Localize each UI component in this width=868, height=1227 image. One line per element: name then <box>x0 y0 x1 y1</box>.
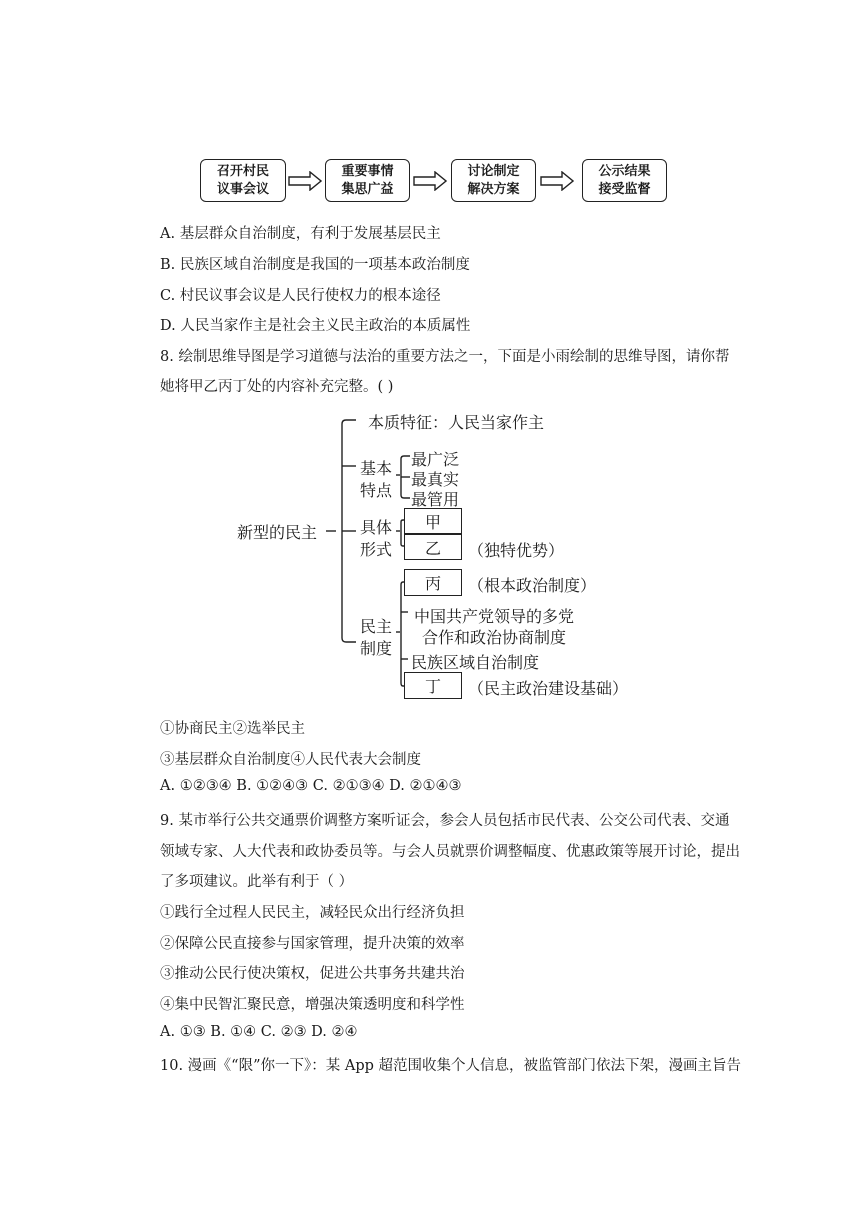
mind-map-bing-note: （根本政治制度） <box>468 576 597 595</box>
flow-box-4-line2: 接受监督 <box>598 181 651 197</box>
q9-item-3: ③推动公民行使决策权，促进公共事务共建共治 <box>160 966 465 982</box>
mind-map-box-jia: 甲 <box>404 508 462 534</box>
q8-stem-line1: 8. 绘制思维导图是学习道德与法治的重要方法之一，下面是小雨绘制的思维导图，请你帮 <box>160 349 730 365</box>
mind-map-root: 新型的民主 <box>237 523 318 542</box>
mind-map-box-ding: 丁 <box>404 672 462 699</box>
q9-item-1: ①践行全过程人民民主，减轻民众出行经济负担 <box>160 905 465 921</box>
mind-map-ding-note: （民主政治建设基础） <box>468 679 629 698</box>
mind-map-box-bing: 丙 <box>404 569 462 596</box>
mind-map-feature-3: 最管用 <box>411 490 460 509</box>
mind-map-essence: 本质特征：人民当家作主 <box>368 413 545 432</box>
flow-box-2-line1: 重要事情 <box>341 163 394 179</box>
flow-box-3-line1: 讨论制定 <box>467 163 520 179</box>
mind-map-party-line1: 中国共产党领导的多党 <box>414 607 575 626</box>
mind-map-feature-1: 最广泛 <box>411 450 460 469</box>
mind-map-forms-label-1: 具体 <box>360 518 393 537</box>
mind-map-party-line2: 合作和政治协商制度 <box>422 628 567 647</box>
mind-map-ethnic: 民族区域自治制度 <box>411 653 540 672</box>
q8-options: A. ①②③④ B. ①②④③ C. ②①③④ D. ②①④③ <box>160 778 462 794</box>
q8-items-line2: ③基层群众自治制度④人民代表大会制度 <box>160 752 421 768</box>
q9-item-2: ②保障公民直接参与国家管理，提升决策的效率 <box>160 936 465 952</box>
mind-map-systems-label-2: 制度 <box>360 639 393 658</box>
q9-item-4: ④集中民智汇聚民意，增强决策透明度和科学性 <box>160 997 465 1013</box>
q9-stem-line3: 了多项建议。此举有利于（ ） <box>160 874 354 890</box>
flow-box-1-line2: 议事会议 <box>216 181 269 197</box>
flow-box-1-line1: 召开村民 <box>216 163 269 179</box>
mind-map-systems-label-1: 民主 <box>360 617 393 636</box>
flow-box-3-line2: 解决方案 <box>467 181 520 197</box>
q8-stem-line2: 她将甲乙丙丁处的内容补充完整。( ) <box>160 379 394 395</box>
q7-option-b: B. 民族区域自治制度是我国的一项基本政治制度 <box>160 257 470 273</box>
mind-map-features-label-1: 基本 <box>360 459 393 478</box>
mind-map-yi-note: （独特优势） <box>468 541 565 560</box>
mind-map-forms-label-2: 形式 <box>360 540 393 559</box>
flow-box-4-line1: 公示结果 <box>598 163 651 179</box>
q10-stem-line1: 10. 漫画《“限”你一下》：某 App 超范围收集个人信息，被监管部门依法下架，漫画主旨告 <box>160 1058 741 1074</box>
mind-map-features-label-2: 特点 <box>360 481 393 500</box>
flow-box-2-line2: 集思广益 <box>341 181 394 197</box>
q9-options: A. ①③ B. ①④ C. ②③ D. ②④ <box>160 1024 358 1040</box>
mind-map-feature-2: 最真实 <box>411 470 460 489</box>
q8-items-line1: ①协商民主②选举民主 <box>160 721 305 737</box>
q7-option-d: D. 人民当家作主是社会主义民主政治的本质属性 <box>160 318 471 334</box>
q9-stem-line2: 领域专家、人大代表和政协委员等。与会人员就票价调整幅度、优惠政策等展开讨论，提出 <box>160 844 740 860</box>
q7-option-a: A. 基层群众自治制度，有利于发展基层民主 <box>160 226 441 242</box>
q9-stem-line1: 9. 某市举行公共交通票价调整方案听证会，参会人员包括市民代表、公交公司代表、交通 <box>160 813 730 829</box>
q7-option-c: C. 村民议事会议是人民行使权力的根本途径 <box>160 288 441 304</box>
mind-map-box-yi: 乙 <box>404 534 462 560</box>
